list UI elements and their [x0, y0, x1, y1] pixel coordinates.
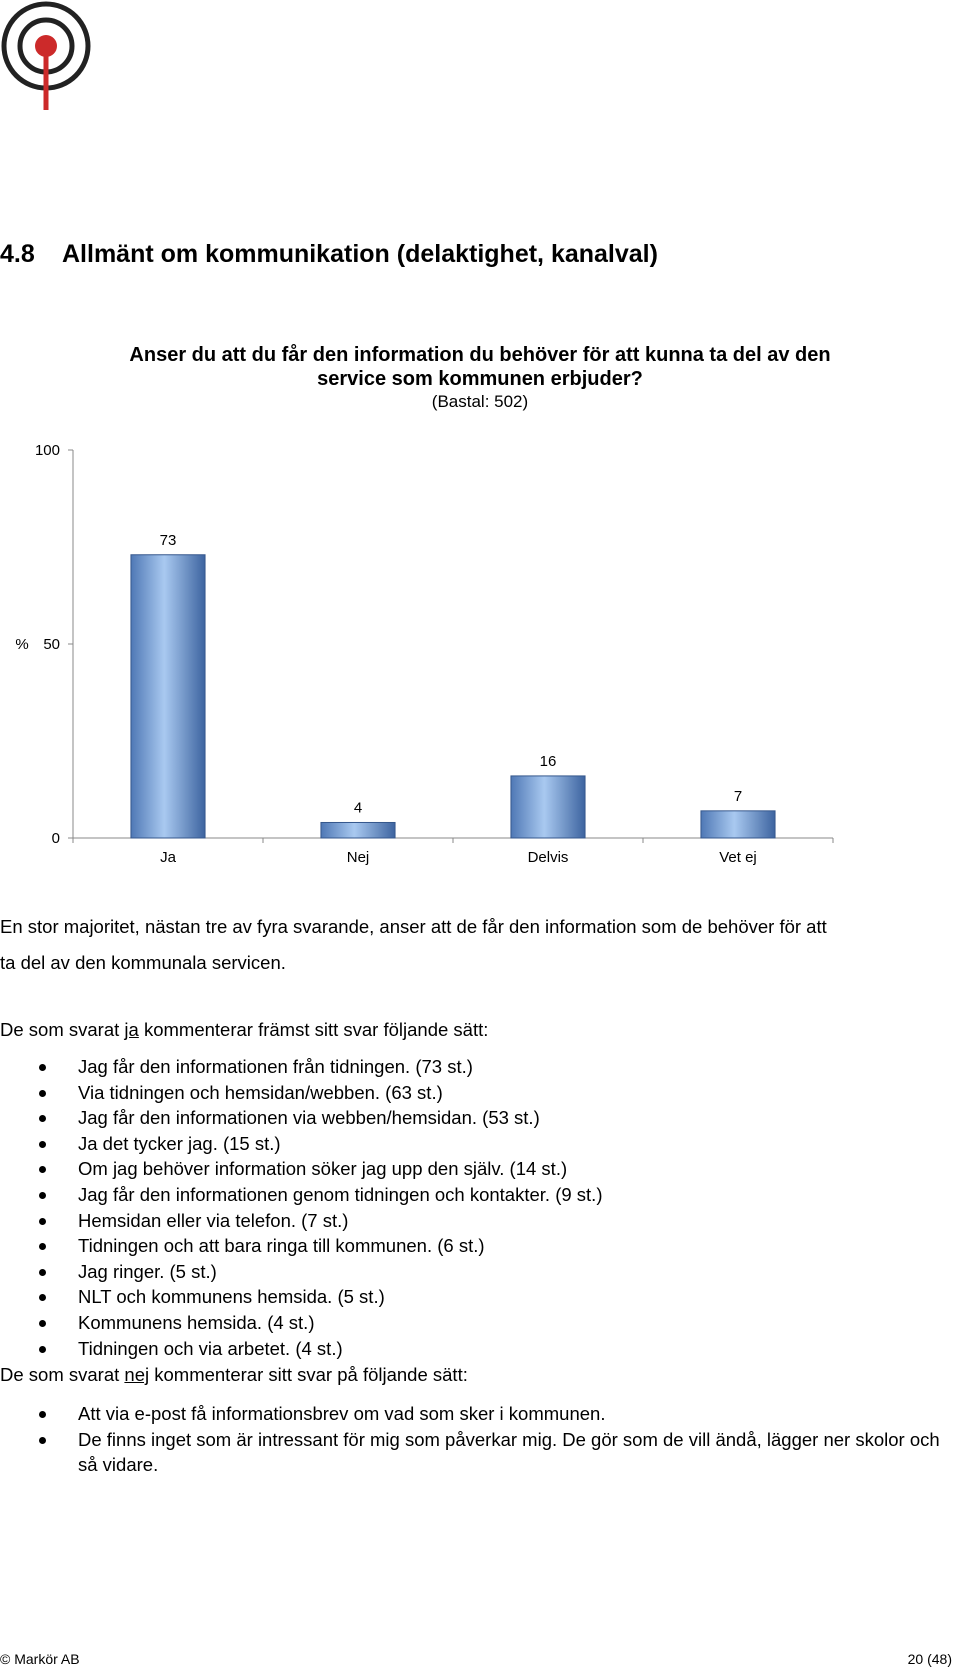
list-item: Ja det tycker jag. (15 st.)	[0, 1131, 958, 1157]
list-item: Jag ringer. (5 st.)	[0, 1259, 958, 1285]
data-label: 4	[353, 799, 363, 817]
list-item: Jag får den informationen genom tidningen och kontakter. (9 st.)	[0, 1182, 958, 1208]
y-tick-label: 50	[43, 636, 60, 653]
chart-title	[80, 343, 880, 391]
ja-intro-after: kommenterar främst sitt svar följande sätt:	[138, 1019, 489, 1040]
list-item: Tidningen och att bara ringa till kommunen. (6 st.)	[0, 1233, 958, 1259]
nej-intro-after: kommenterar sitt svar på följande sätt:	[149, 1364, 468, 1385]
ja-intro-keyword: ja	[124, 1019, 139, 1040]
target-pin-logo	[0, 0, 100, 115]
ja-section-intro	[0, 1012, 958, 1048]
list-item: Tidningen och via arbetet. (4 st.)	[0, 1336, 958, 1362]
x-tick-label: Delvis	[527, 849, 569, 866]
nej-intro-keyword: nej	[124, 1364, 150, 1385]
list-item: Kommunens hemsida. (4 st.)	[0, 1310, 958, 1336]
bar	[321, 822, 395, 838]
list-item: Jag får den informationen via webben/hemsidan. (53 st.)	[0, 1105, 958, 1131]
list-item: NLT och kommunens hemsida. (5 st.)	[0, 1284, 958, 1310]
ja-intro-before: De som svarat	[0, 1019, 125, 1040]
summary-line-1: En stor majoritet, nästan tre av fyra svarande, anser att de får den information som de behöver för att	[0, 916, 827, 937]
y-tick-label: 100	[34, 442, 60, 459]
nej-intro-before: De som svarat	[0, 1364, 125, 1385]
list-item: De finns inget som är intressant för mig som påverkar mig. De gör som de vill ändå, lägger ner skolor och så vidare.	[0, 1427, 958, 1478]
chart-title-line-1: Anser du att du får den information du behöver för att kunna ta del av den	[129, 344, 831, 366]
y-axis-label: %	[15, 636, 29, 653]
section-title: Allmänt om kommunikation (delaktighet, kanalval)	[62, 240, 658, 268]
x-tick-label: Vet ej	[719, 849, 757, 866]
footer-page-number: 20 (48)	[907, 1651, 952, 1667]
bar-chart	[0, 440, 960, 920]
footer-copyright: © Markör AB	[0, 1651, 80, 1667]
nej-section-intro	[0, 1357, 958, 1393]
list-item: Att via e-post få informationsbrev om vad som sker i kommunen.	[0, 1401, 958, 1427]
summary-paragraph	[0, 909, 958, 981]
x-tick-label: Ja	[160, 849, 176, 866]
x-tick-label: Nej	[346, 849, 370, 866]
ja-comment-list	[0, 1054, 958, 1361]
bar	[701, 811, 775, 838]
chart-subtitle: (Bastal: 502)	[431, 392, 529, 411]
bar	[511, 776, 585, 838]
y-tick-label: 0	[51, 830, 60, 847]
section-heading	[0, 240, 658, 269]
nej-comment-list	[0, 1401, 958, 1478]
data-label: 7	[733, 787, 743, 805]
section-number: 4.8	[0, 240, 35, 268]
summary-line-2: ta del av den kommunala servicen.	[0, 952, 286, 973]
list-item: Via tidningen och hemsidan/webben. (63 st.)	[0, 1080, 958, 1106]
bar	[131, 555, 205, 838]
chart-title-line-2: service som kommunen erbjuder?	[317, 368, 643, 390]
list-item: Om jag behöver information söker jag upp den själv. (14 st.)	[0, 1156, 958, 1182]
data-label: 16	[539, 752, 557, 770]
data-label: 73	[159, 531, 177, 549]
list-item: Jag får den informationen från tidningen. (73 st.)	[0, 1054, 958, 1080]
list-item: Hemsidan eller via telefon. (7 st.)	[0, 1208, 958, 1234]
